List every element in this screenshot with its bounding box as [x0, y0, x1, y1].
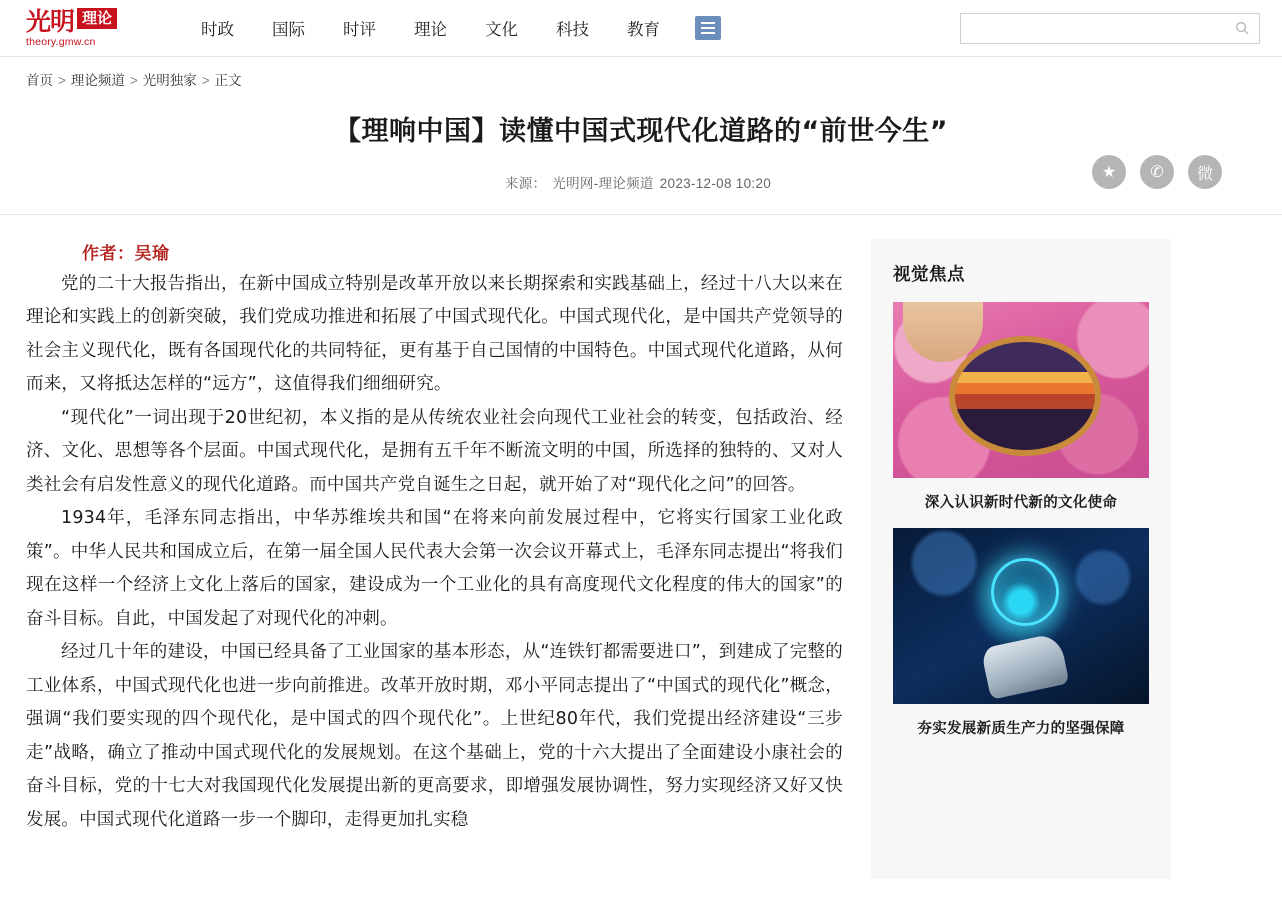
share-bar [1092, 155, 1222, 189]
sidebar-card[interactable] [893, 302, 1149, 512]
nav-item-shizheng[interactable]: 时政 [201, 21, 234, 39]
main-nav [182, 16, 721, 40]
breadcrumb-separator: > [58, 73, 66, 88]
article-author: 作者：吴瑜 [82, 243, 170, 263]
nav-item-wenhua[interactable]: 文化 [485, 21, 518, 39]
publish-date: 2023-12-08 10:20 [659, 175, 772, 191]
logo-mark [26, 8, 117, 34]
sidebar-card[interactable] [893, 528, 1149, 738]
nav-item-lilun[interactable]: 理论 [414, 21, 447, 39]
article-paragraph: 党的二十大报告指出，在新中国成立特别是改革开放以来长期探索和实践基础上，经过十八大以来在理论和实践上的创新突破，我们党成功推进和拓展了中国式现代化。中国式现代化，是中国共产党领导的社会主义现代化，既有各国现代化的共同特征，更有基于自己国情的中国特色。中国式现代化道路，从何而来，又将抵达怎样的“远方”，这值得我们细细研究。 [26, 273, 843, 395]
logo-text: 光明 [26, 7, 75, 36]
sidebar-card-caption[interactable]: 深入认识新时代新的文化使命 [924, 494, 1118, 511]
nav-item-guoji[interactable]: 国际 [272, 21, 305, 39]
menu-list-icon[interactable] [695, 16, 721, 40]
source-label: 来源： [504, 175, 547, 191]
nav-item-keji[interactable]: 科技 [556, 21, 589, 39]
sidebar-title: 视觉焦点 [893, 263, 965, 284]
breadcrumb-item-channel[interactable]: 理论频道 [70, 73, 125, 88]
embroidery-photo[interactable] [893, 302, 1149, 478]
logo-badge: 理论 [77, 8, 117, 29]
favorite-share-button[interactable]: ★ [1092, 155, 1126, 189]
weibo-share-button[interactable]: 微 [1188, 155, 1222, 189]
search-input[interactable] [969, 20, 1234, 37]
breadcrumb-item-exclusive[interactable]: 光明独家 [142, 73, 197, 88]
page-content [0, 215, 1282, 879]
breadcrumb-item-home[interactable]: 首页 [26, 73, 53, 88]
article-paragraph: “现代化”一词出现于20世纪初，本义指的是从传统农业社会向现代工业社会的转变，包括政治、经济、文化、思想等各个层面。中国式现代化，是拥有五千年不断流文明的中国，所选择的独特的、又对人类社会有启发性意义的现代化道路。而中国共产党自诞生之日起，就开始了对“现代化之问”的回答。 [26, 407, 843, 495]
article-paragraph: 经过几十年的建设，中国已经具备了工业国家的基本形态，从“连铁钉都需要进口”，到建成了完整的工业体系，中国式现代化也进一步向前推进。改革开放时期，邓小平同志提出了“中国式的现代化”概念，强调“我们要实现的四个现代化，是中国式的四个现代化”。上世纪80年代，我们党提出经济建设“三步走”战略，确立了推动中国式现代化的发展规划。在这个基础上，党的十六大提出了全面建设小康社会的奋斗目标，党的十七大对我国现代化发展提出新的更高要求，即增强发展协调性，努力实现经济又好又快发展。中国式现代化道路一步一个脚印，走得更加扎实稳 [26, 642, 843, 830]
article-body [26, 215, 871, 879]
article-header [0, 99, 1282, 215]
search-box[interactable] [960, 13, 1260, 44]
article-paragraph: 1934年，毛泽东同志指出，中华苏维埃共和国“在将来向前发展过程中，它将实行国家工业化政策”。中华人民共和国成立后，在第一届全国人民代表大会第一次会议开幕式上，毛泽东同志提出“将我们现在这样一个经济上文化上落后的国家，建设成为一个工业化的具有高度现代文化程度的伟大的国家”的奋斗目标。自此，中国发起了对现代化的冲刺。 [26, 508, 843, 629]
sidebar-visual-focus [871, 239, 1171, 879]
site-logo[interactable] [26, 8, 138, 48]
breadcrumb [0, 57, 1282, 99]
sidebar-card-caption[interactable]: 夯实发展新质生产力的坚强保障 [917, 720, 1125, 737]
search-icon[interactable] [1234, 20, 1251, 37]
breadcrumb-item-current: 正文 [214, 73, 242, 88]
ai-robot-hand-photo[interactable] [893, 528, 1149, 704]
wechat-share-button[interactable]: ✆ [1140, 155, 1174, 189]
source-name: 光明网-理论频道 [552, 175, 654, 191]
site-header [0, 0, 1282, 57]
logo-url: theory.gmw.cn [26, 36, 96, 48]
page-title: 【理响中国】读懂中国式现代化道路的“前世今生” [334, 116, 948, 147]
article-meta [26, 172, 1256, 192]
nav-item-shiping[interactable]: 时评 [343, 21, 376, 39]
nav-item-jiaoyu[interactable]: 教育 [627, 21, 660, 39]
breadcrumb-separator: > [129, 73, 138, 88]
breadcrumb-separator: > [201, 73, 210, 88]
